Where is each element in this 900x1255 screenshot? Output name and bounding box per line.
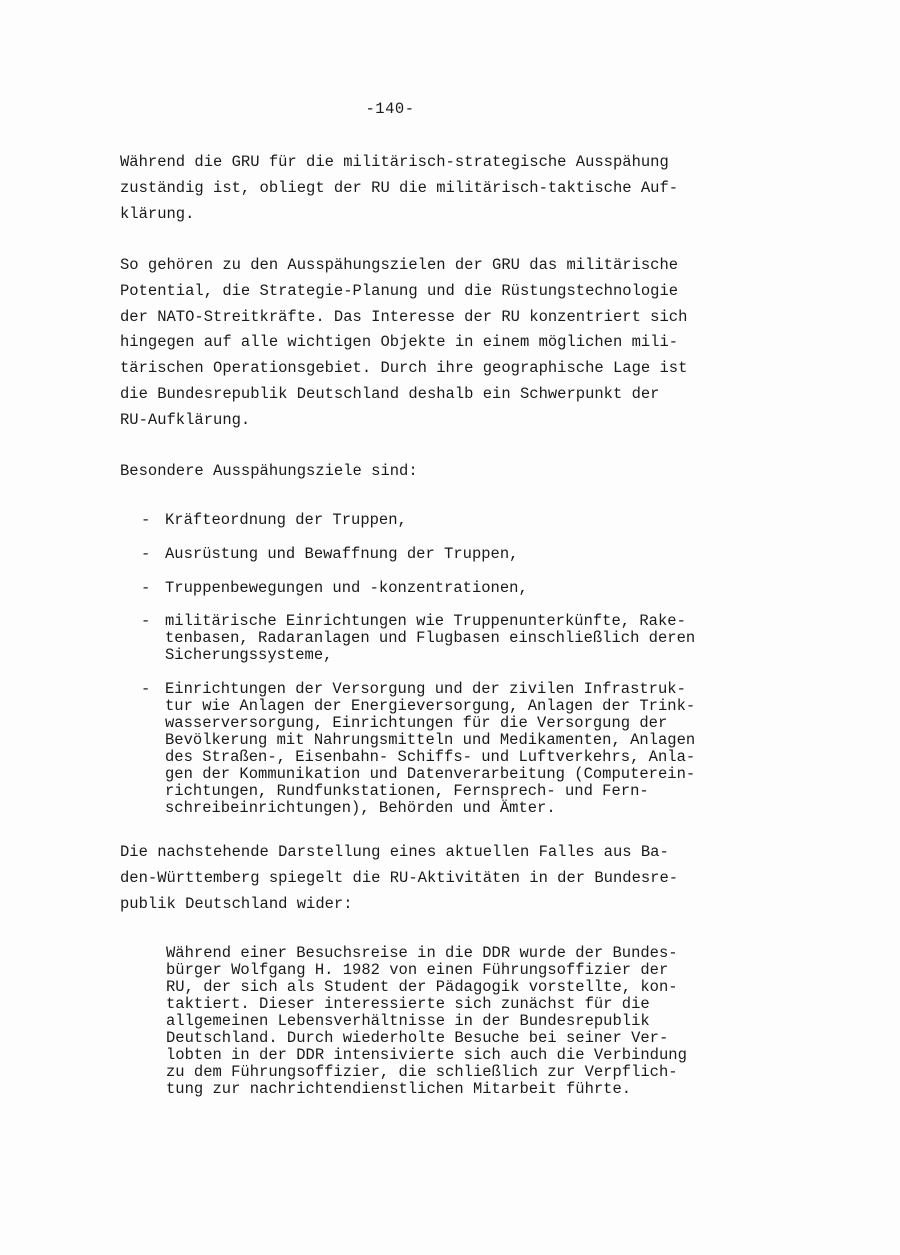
list-item-text: militärische Einrichtungen wie Truppenunterkünfte, Rake- tenbasen, Radaranlagen und Flugbasen einschließlich deren Sicherungssysteme, bbox=[165, 612, 696, 664]
paragraph-gru-ru-responsibilities: Während die GRU für die militärisch-strategische Ausspähung zuständig ist, obliegt der RU die militärisch-taktische Auf- klärung. bbox=[120, 153, 679, 223]
paragraph-case-intro: Die nachstehende Darstellung eines aktuellen Falles aus Ba- den-Württemberg spiegelt die RU-Aktivitäten in der Bundesre- publik Deutschland wider: bbox=[120, 843, 679, 913]
bullet-dash: - bbox=[141, 511, 151, 529]
bullet-dash: - bbox=[141, 545, 151, 563]
bullet-dash: - bbox=[141, 680, 151, 698]
page-number: -140- bbox=[365, 100, 415, 118]
list-item bbox=[141, 580, 791, 597]
list-item-text: Kräfteordnung der Truppen, bbox=[165, 511, 407, 529]
list-item bbox=[141, 681, 791, 817]
list-item bbox=[141, 512, 791, 529]
list-item-text: Einrichtungen der Versorgung und der zivilen Infrastruk- tur wie Anlagen der Energieversorgung, Anlagen der Trink- wasserversorgung, Einrichtungen für die Versorgung der Bevölkerung mit Nahrungsmitteln und Medikamenten, Anlagen des Straßen-, Eisenbahn- Schiffs- und Luftverkehrs, Anla- gen der Kommunikation und Datenverarbeitung (Computerein- richtungen, Rundfunkstationen, Fernsprech- und Fern- schreibeinrichtungen), Behörden und Ämter. bbox=[165, 680, 696, 817]
case-description-block: Während einer Besuchsreise in die DDR wurde der Bundes- bürger Wolfgang H. 1982 von einen Führungsoffizier der RU, der sich als Student der Pädagogik vorstellte, kon- taktiert. Dieser interessierte sich zunächst für die allgemeinen Lebensverhältnisse in der Bundesrepublik Deutschland. Durch wiederholte Besuche bei seiner Ver- lobten in der DDR intensivierte sich auch die Verbindung zu dem Führungsoffizier, die schließlich zur Verpflich- tung zur nachrichtendienstlichen Mitarbeit führte. bbox=[166, 944, 687, 1098]
bullet-dash: - bbox=[141, 612, 151, 630]
list-item-text: Truppenbewegungen und -konzentrationen, bbox=[165, 579, 528, 597]
list-item-text: Ausrüstung und Bewaffnung der Truppen, bbox=[165, 545, 519, 563]
list-item bbox=[141, 613, 791, 664]
bullet-dash: - bbox=[141, 579, 151, 597]
paragraph-espionage-targets: So gehören zu den Ausspähungszielen der GRU das militärische Potential, die Strategie-Planung und die Rüstungstechnologie der NATO-Streitkräfte. Das Interesse der RU konzentriert sich hingegen auf alle wichtigen Objekte in einem möglichen mili- tärischen Operationsgebiet. Durch ihre geographische Lage ist die Bundesrepublik Deutschland deshalb ein Schwerpunkt der RU-Aufklärung. bbox=[120, 256, 688, 429]
paragraph-special-targets-heading: Besondere Ausspähungsziele sind: bbox=[120, 462, 418, 480]
list-item bbox=[141, 546, 791, 563]
